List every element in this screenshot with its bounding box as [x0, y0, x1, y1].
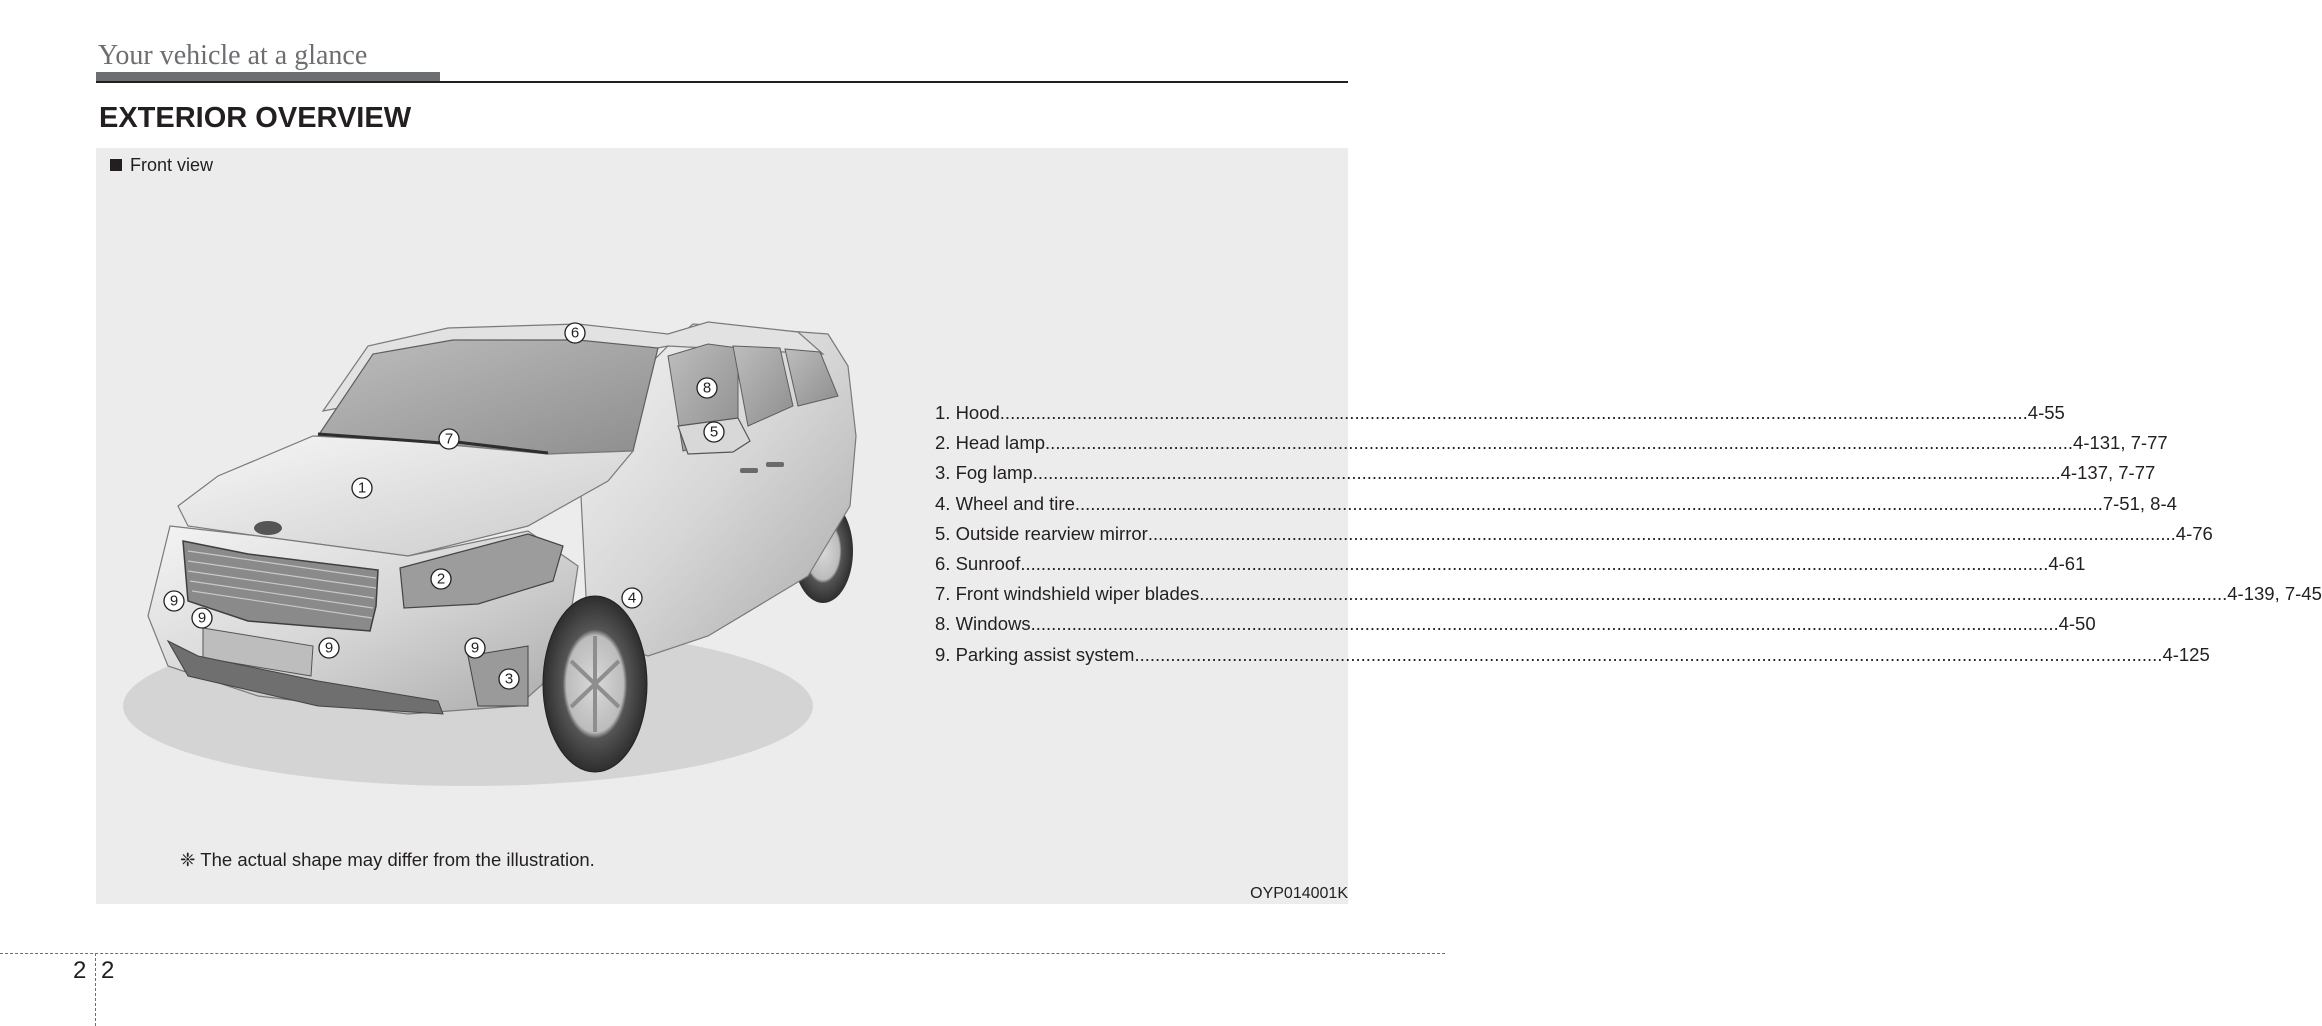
- legend-item-label: 2. Head lamp: [935, 432, 1046, 454]
- leader-dots: ........................................................................................................................................................................................................: [1020, 553, 2049, 575]
- legend-item: [935, 549, 2086, 579]
- leader-dots: ........................................................................................................................................................................................................: [1032, 462, 2061, 484]
- callout: [704, 422, 724, 442]
- legend-item-pages: 4-61: [2048, 553, 2086, 575]
- leader-dots: ........................................................................................................................................................................................................: [1030, 613, 2059, 635]
- callout-number: 4: [627, 589, 637, 607]
- legend-item-pages: 7-51, 8-4: [2102, 492, 2177, 514]
- leader-dots: ........................................................................................................................................................................................................: [1134, 643, 2163, 665]
- leader-dots: ........................................................................................................................................................................................................: [1147, 522, 2176, 544]
- leader-dots: ........................................................................................................................................................................................................: [1199, 583, 2228, 605]
- callout: [319, 638, 339, 658]
- callout-number: 9: [470, 639, 480, 657]
- image-code: OYP014001K: [1250, 885, 1348, 902]
- legend-item-pages: 4-76: [2175, 522, 2213, 544]
- callout-number: 8: [702, 379, 712, 397]
- header-rule: [96, 81, 1348, 83]
- page-number: 2: [101, 957, 115, 984]
- illustration-note: ❈ The actual shape may differ from the illustration.: [180, 849, 595, 870]
- door-handle: [766, 462, 784, 467]
- callout-number: 9: [169, 592, 179, 610]
- view-label-text: Front view: [130, 155, 214, 175]
- legend-item-label: 1. Hood: [935, 402, 1000, 424]
- legend-item-label: 3. Fog lamp: [935, 462, 1033, 484]
- callout: [465, 638, 485, 658]
- running-head-title: Your vehicle at a glance: [98, 40, 368, 71]
- callout-number: 9: [197, 609, 207, 627]
- section-number: 2: [73, 957, 87, 984]
- legend-item-pages: 4-131, 7-77: [2073, 432, 2168, 454]
- view-label: [110, 155, 213, 176]
- callout: [622, 588, 642, 608]
- legend-item-label: 8. Windows: [935, 613, 1031, 635]
- legend-item: [935, 398, 2065, 428]
- callout: [164, 591, 184, 611]
- legend-item-label: 9. Parking assist system: [935, 643, 1135, 665]
- legend-item: [935, 428, 2168, 458]
- legend-item-label: 7. Front windshield wiper blades: [935, 583, 1200, 605]
- kia-logo-icon: [254, 521, 282, 535]
- legend-item: [935, 640, 2210, 670]
- legend-item-pages: 4-137, 7-77: [2060, 462, 2156, 484]
- callout: [352, 478, 372, 498]
- callout: [697, 378, 717, 398]
- page-title: EXTERIOR OVERVIEW: [99, 102, 412, 134]
- callout-number: 9: [324, 639, 334, 657]
- legend-item-pages: 4-55: [2027, 402, 2065, 424]
- legend-item-label: 5. Outside rearview mirror: [935, 522, 1148, 544]
- legend-item-label: 6. Sunroof: [935, 553, 1021, 575]
- callout: [499, 669, 519, 689]
- legend-item: [935, 609, 2096, 639]
- footer-divider: [95, 953, 96, 1026]
- legend-item: [935, 489, 2177, 519]
- legend-item: [935, 519, 2213, 549]
- leader-dots: ........................................................................................................................................................................................................: [999, 402, 2028, 424]
- legend-item: [935, 579, 2322, 609]
- legend-item-pages: 4-50: [2058, 613, 2096, 635]
- legend-item-label: 4. Wheel and tire: [935, 492, 1075, 514]
- vehicle-illustration: [108, 236, 888, 836]
- callout-number: 6: [570, 324, 580, 342]
- callout-number: 7: [444, 430, 454, 448]
- door-handle: [740, 468, 758, 473]
- legend-item: [935, 458, 2156, 488]
- callout: [431, 569, 451, 589]
- leader-dots: ........................................................................................................................................................................................................: [1045, 432, 2074, 454]
- square-bullet-icon: [110, 159, 122, 171]
- callout-number: 2: [436, 570, 446, 588]
- footer-rule: [0, 953, 1445, 954]
- parts-legend: [935, 398, 2322, 670]
- legend-item-pages: 4-139, 7-45: [2227, 583, 2322, 605]
- callout-number: 3: [504, 670, 514, 688]
- callout-number: 5: [709, 423, 719, 441]
- legend-item-pages: 4-125: [2162, 643, 2210, 665]
- callout-number: 1: [357, 479, 367, 497]
- leader-dots: ........................................................................................................................................................................................................: [1074, 492, 2103, 514]
- callout: [565, 323, 585, 343]
- callout: [192, 608, 212, 628]
- callout: [439, 429, 459, 449]
